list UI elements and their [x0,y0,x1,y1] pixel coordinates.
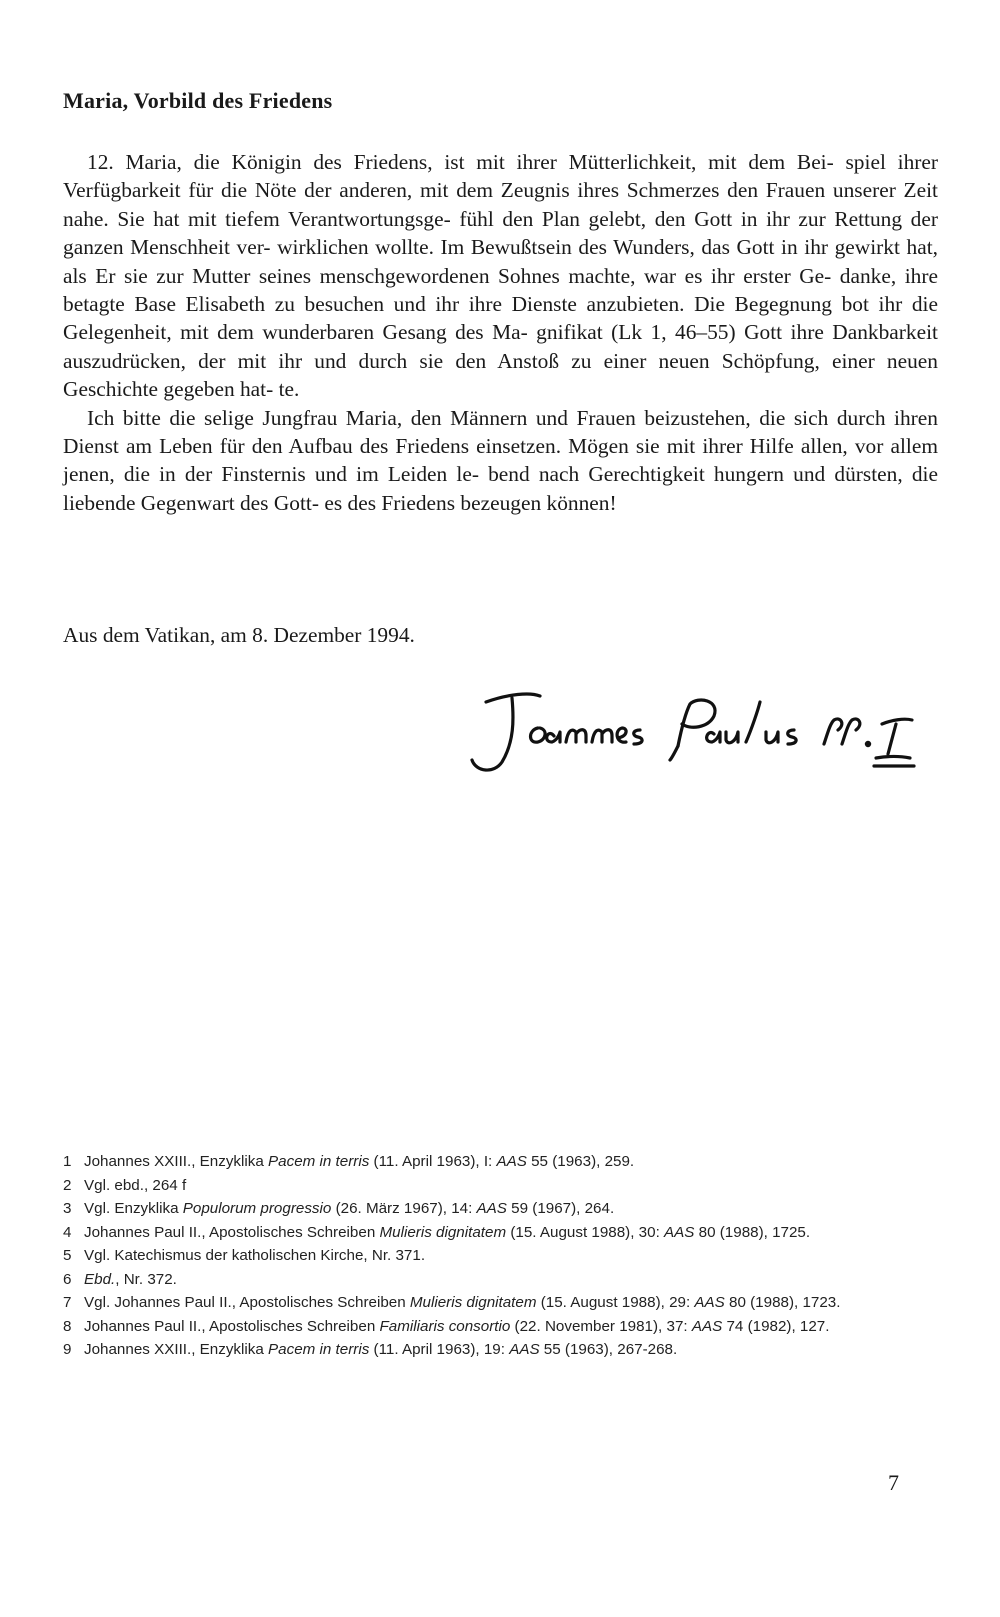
footnote: 2 Vgl. ebd., 264 f [63,1174,938,1198]
footnote: 3 Vgl. Enzyklika Populorum progressio (26. März 1967), 14: AAS 59 (1967), 264. [63,1197,938,1221]
section-heading: Maria, Vorbild des Friedens [63,88,333,113]
footnote-number: 6 [63,1270,72,1288]
dateline: Aus dem Vatikan, am 8. Dezember 1994. [63,623,415,647]
body-text [63,148,938,517]
footnote-number: 4 [63,1223,72,1241]
footnote: 9 Johannes XXIII., Enzyklika Pacem in terris (11. April 1963), 19: AAS 55 (1963), 267-268. [63,1338,938,1362]
paragraph-12: 12. Maria, die Königin des Friedens, ist mit ihrer Mütterlichkeit, mit dem Bei- spiel ihrer Verfügbarkeit für die Nöte der anderen, mit dem Zeugnis ihres Schmerzes den Frauen unserer Zeit nahe. Sie hat mit tiefem Verantwortungsge- fühl den Plan gelebt, den Gott in ihr zur Rettung der ganzen Menschheit ver- wirklichen wollte. Im Bewußtsein des Wunders, das Gott in ihr gewirkt hat, als Er sie zur Mutter seines menschgewordenen Sohnes machte, war es ihr erster Ge- danke, ihre betagte Base Elisabeth zu besuchen und ihr ihre Dienste anzubieten. Die Begegnung bot ihr die Gelegenheit, mit dem wunderbaren Gesang des Ma- gnifikat (Lk 1, 46–55) Gott ihre Dankbarkeit auszudrücken, der mit ihr und durch sie den Anstoß zu einer neuen Schöpfung, einer neuen Geschichte gegeben hat- te. [63,150,938,402]
footnote: 6 Ebd., Nr. 372. [63,1268,938,1292]
footnote-number: 1 [63,1153,72,1170]
footnote: 7 Vgl. Johannes Paul II., Apostolisches Schreiben Mulieris dignitatem (15. August 1988), 29: AAS 80 (1988), 1723. [63,1291,938,1315]
footnote: 8 Johannes Paul II., Apostolisches Schreiben Familiaris consortio (22. November 1981), 37: AAS 74 (1982), 127. [63,1315,938,1339]
footnote-number: 3 [63,1200,72,1217]
footnote-number: 5 [63,1247,72,1264]
signature-image [468,680,928,780]
footnote: 4 Johannes Paul II., Apostolisches Schreiben Mulieris dignitatem (15. August 1988), 30: AAS 80 (1988), 1725. [63,1221,938,1245]
footnote: 1 Johannes XXIII., Enzyklika Pacem in terris (11. April 1963), I: AAS 55 (1963), 259. [63,1150,938,1174]
footnote-number: 2 [63,1176,72,1194]
paragraph-prayer: Ich bitte die selige Jungfrau Maria, den Männern und Frauen beizustehen, die sich durch ihren Dienst am Leben für den Aufbau des Friedens einsetzen. Mögen sie mit ihrer Hilfe allen, vor allem jenen, die in der Finsternis und im Leiden le- bend nach Gerechtigkeit hungern und dürsten, die liebende Gegenwart des Gott- es des Friedens bezeugen können! [63,405,938,515]
page-number: 7 [888,1470,899,1495]
footnote-number: 9 [63,1341,72,1358]
footnote-number: 7 [63,1294,72,1311]
footnote-number: 8 [63,1317,72,1335]
footnotes [63,1150,938,1362]
footnote: 5 Vgl. Katechismus der katholischen Kirche, Nr. 371. [63,1244,938,1268]
